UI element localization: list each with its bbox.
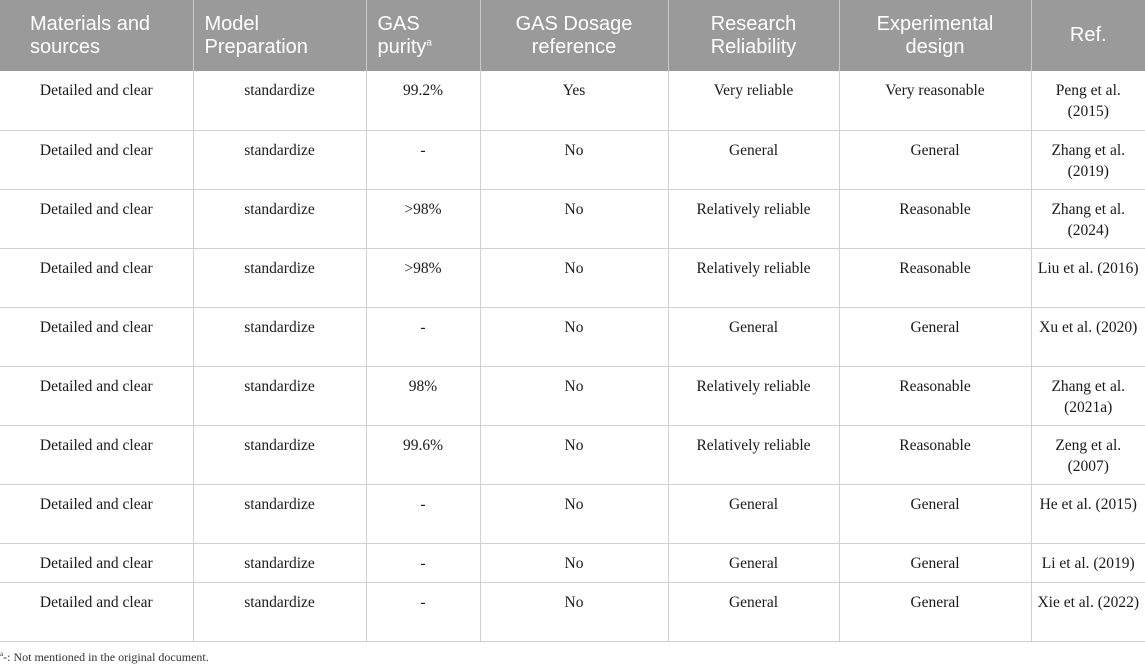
table-cell: General bbox=[668, 130, 839, 189]
table-cell: Relatively reliable bbox=[668, 366, 839, 425]
table-cell: General bbox=[839, 130, 1031, 189]
table-row bbox=[0, 366, 1145, 425]
table-cell: standardize bbox=[193, 366, 366, 425]
table-cell: Detailed and clear bbox=[0, 543, 193, 582]
table-cell: Reasonable bbox=[839, 189, 1031, 248]
table-cell: Detailed and clear bbox=[0, 425, 193, 484]
table-cell: No bbox=[480, 582, 668, 641]
table-cell: Reasonable bbox=[839, 366, 1031, 425]
table-cell: standardize bbox=[193, 248, 366, 307]
table-cell: Peng et al. (2015) bbox=[1031, 71, 1145, 130]
table-cell: 98% bbox=[366, 366, 480, 425]
table-header bbox=[0, 0, 1145, 71]
table-cell: 99.6% bbox=[366, 425, 480, 484]
table-row bbox=[0, 582, 1145, 641]
table-cell: 99.2% bbox=[366, 71, 480, 130]
table-cell: Relatively reliable bbox=[668, 189, 839, 248]
table-cell: No bbox=[480, 307, 668, 366]
table-row bbox=[0, 543, 1145, 582]
footnote-marker: a bbox=[426, 36, 432, 48]
footnote-marker: a bbox=[0, 650, 4, 658]
table-cell: Zhang et al. (2024) bbox=[1031, 189, 1145, 248]
table-cell: General bbox=[668, 484, 839, 543]
header-gas-dosage-reference: GAS Dosage reference bbox=[480, 0, 668, 71]
table-cell: Yes bbox=[480, 71, 668, 130]
table-cell: Detailed and clear bbox=[0, 484, 193, 543]
table-cell: General bbox=[668, 582, 839, 641]
table-cell: standardize bbox=[193, 71, 366, 130]
table-cell: Detailed and clear bbox=[0, 307, 193, 366]
table-footnote bbox=[0, 650, 209, 665]
table-cell: - bbox=[366, 130, 480, 189]
table-cell: General bbox=[839, 307, 1031, 366]
header-gas-purity: GAS purity$^a$ bbox=[366, 0, 480, 71]
table-row bbox=[0, 71, 1145, 130]
table-cell: Relatively reliable bbox=[668, 425, 839, 484]
table-cell: - bbox=[366, 307, 480, 366]
table-cell: standardize bbox=[193, 130, 366, 189]
table-cell: Reasonable bbox=[839, 248, 1031, 307]
table-cell: No bbox=[480, 248, 668, 307]
table-cell: standardize bbox=[193, 484, 366, 543]
table-cell: Li et al. (2019) bbox=[1031, 543, 1145, 582]
table-cell: - bbox=[366, 484, 480, 543]
table-cell: Zeng et al. (2007) bbox=[1031, 425, 1145, 484]
table-cell: Detailed and clear bbox=[0, 366, 193, 425]
header-materials-and-sources: Materials and sources bbox=[0, 0, 193, 71]
table-cell: Detailed and clear bbox=[0, 582, 193, 641]
table-cell: General bbox=[668, 543, 839, 582]
table-cell: He et al. (2015) bbox=[1031, 484, 1145, 543]
header-research-reliability: Research Reliability bbox=[668, 0, 839, 71]
table-cell: No bbox=[480, 543, 668, 582]
table-cell: standardize bbox=[193, 582, 366, 641]
table-row bbox=[0, 307, 1145, 366]
header-row bbox=[0, 0, 1145, 71]
table-row bbox=[0, 484, 1145, 543]
table-cell: General bbox=[839, 582, 1031, 641]
table-cell: General bbox=[668, 307, 839, 366]
table-cell: No bbox=[480, 425, 668, 484]
table-cell: Very reasonable bbox=[839, 71, 1031, 130]
footnote-text: -: Not mentioned in the original document. bbox=[3, 650, 209, 664]
header-ref: Ref. bbox=[1031, 0, 1145, 71]
table-cell: General bbox=[839, 543, 1031, 582]
table-cell: No bbox=[480, 189, 668, 248]
table-row bbox=[0, 130, 1145, 189]
table-cell: standardize bbox=[193, 425, 366, 484]
table-cell: Xu et al. (2020) bbox=[1031, 307, 1145, 366]
table-cell: >98% bbox=[366, 248, 480, 307]
table-cell: No bbox=[480, 366, 668, 425]
table-cell: No bbox=[480, 484, 668, 543]
table-cell: Relatively reliable bbox=[668, 248, 839, 307]
table-cell: Detailed and clear bbox=[0, 189, 193, 248]
table-cell: Zhang et al. (2021a) bbox=[1031, 366, 1145, 425]
header-experimental-design: Experimental design bbox=[839, 0, 1031, 71]
table-cell: Very reliable bbox=[668, 71, 839, 130]
table-cell: Xie et al. (2022) bbox=[1031, 582, 1145, 641]
table-cell: >98% bbox=[366, 189, 480, 248]
table-row bbox=[0, 248, 1145, 307]
table-row bbox=[0, 189, 1145, 248]
table-cell: standardize bbox=[193, 307, 366, 366]
table-cell: Reasonable bbox=[839, 425, 1031, 484]
table-cell: Liu et al. (2016) bbox=[1031, 248, 1145, 307]
table-cell: standardize bbox=[193, 543, 366, 582]
table-cell: - bbox=[366, 582, 480, 641]
table-body bbox=[0, 71, 1145, 641]
table-cell: Zhang et al. (2019) bbox=[1031, 130, 1145, 189]
table-cell: General bbox=[839, 484, 1031, 543]
table-cell: standardize bbox=[193, 189, 366, 248]
table-cell: Detailed and clear bbox=[0, 130, 193, 189]
table-cell: - bbox=[366, 543, 480, 582]
table-cell: Detailed and clear bbox=[0, 248, 193, 307]
table-row bbox=[0, 425, 1145, 484]
header-model-preparation: Model Preparation bbox=[193, 0, 366, 71]
table-cell: Detailed and clear bbox=[0, 71, 193, 130]
table-cell: No bbox=[480, 130, 668, 189]
